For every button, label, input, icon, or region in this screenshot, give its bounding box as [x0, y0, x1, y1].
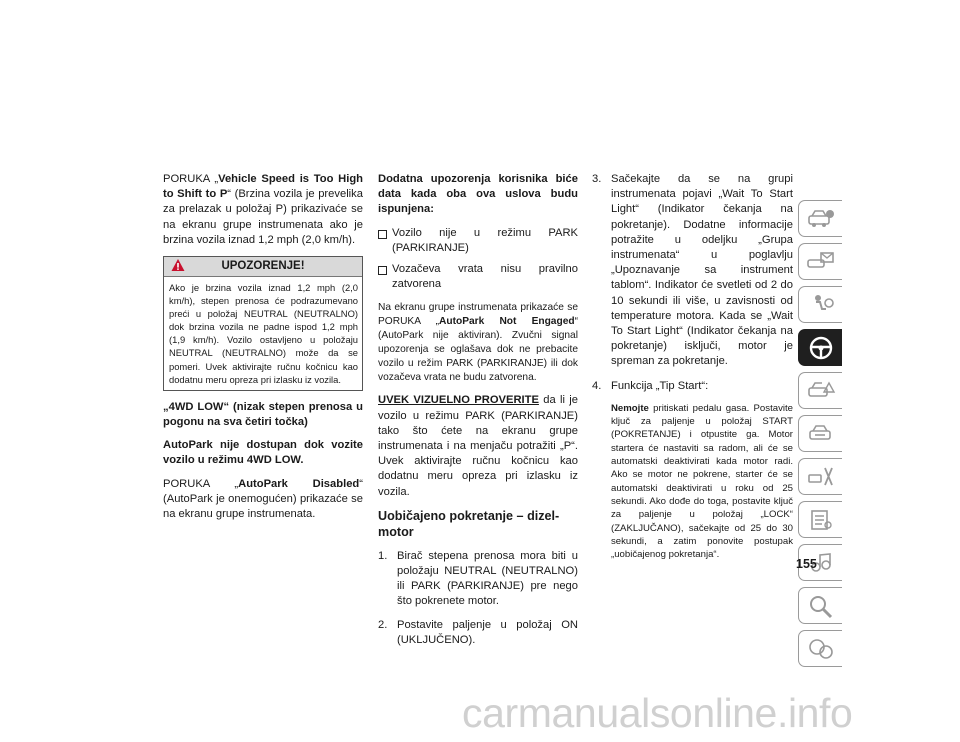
list-item: Vozačeva vrata nisu pravilno zatvorena — [378, 262, 578, 292]
tools-icon — [806, 465, 836, 489]
warning-header — [164, 257, 362, 277]
section-heading: Uobičajeno pokretanje – dizel-motor — [378, 508, 560, 539]
warning-text: Ako je brzina vozila iznad 1,2 mph (2,0 km/h), stepen prenosa će podrazumevano preći u položaj NEUTRAL (NEUTRALNO) dok brzina vozila ne padne ispod 1,2 mph (1,9 km/h). Vozilo ostavljeno u položaju NEUTRAL (NEUTRALNO) može da se pomeri. Uvek aktivirajte ručnu kočnicu kao dodatnu meru opreza pri izlasku iz vozila. — [169, 282, 358, 385]
page-number: 155 — [796, 557, 817, 571]
checkbox-bullet-icon — [378, 230, 387, 239]
step-item: 1. Birač stepena prenosa mora biti u položaju NEUTRAL (NEUTRALNO) ili PARK (PARKIRANJE) pre nego što pokrenete motor. — [378, 549, 578, 608]
list-item: Vozilo nije u režimu PARK (PARKIRANJE) — [378, 226, 578, 256]
car-message-icon — [806, 250, 836, 274]
tip-start-note: Nemojte pritiskati pedalu gasa. Postavite ključ za paljenje u položaj START (POKRETANJE) i otpustite ga. Motor startera će nastaviti sa radom, ali će se automatski deaktivirati kada motor radi. Ako se motor ne pokrene, starter će se automatski deaktivirati u roku od 25 sekundi. Ako dođe do toga, postavite ključ za paljenje u položaj „LOCK“ (ZAKLJUČANO), sačekajte od 25 do 30 sekundi, a zatim ponovite postupak „uobičajenog pokretanja“. — [611, 402, 793, 561]
step-item: 2. Postavite paljenje u položaj ON (UKLJUČENO). — [378, 618, 578, 646]
tab-chapter-11[interactable] — [798, 630, 842, 667]
warning-box — [163, 256, 363, 391]
airbag-person-icon — [806, 293, 836, 317]
column-right — [592, 172, 793, 561]
steering-wheel-icon — [806, 335, 836, 361]
search-magnifier-icon — [806, 593, 836, 619]
car-warning-icon — [806, 379, 836, 403]
specs-list-icon — [806, 508, 836, 532]
tab-chapter-7[interactable] — [798, 458, 842, 495]
paragraph-autopark-unavailable: AutoPark nije dostupan dok vozite vozilo u režimu 4WD LOW. — [163, 439, 363, 467]
step-item: 3. Sačekajte da se na grupi instrumenata pojavi „Wait To Start Light“ (Indikator čekanja na pokretanje). Dodatne informacije potražite u odeljku „Grupa instrumenata“ u poglavlju „Upoznavanje sa instrument tablom“. Indikator će svetleti od 2 do 10 sekundi ili više, u zavisnosti od temperature motora. Kada se „Wait To Start Light“ (Indikator čekanja na pokretanje) isključi, motor je spreman za pokretanje. — [592, 173, 793, 368]
paragraph-always-check: UVEK VIZUELNO PROVERITE da li je vozilo u režimu PARK (PARKIRANJE) tako što ćete na ekranu grupe instrumenata i na menjaču potražiti „P“. Uvek aktivirajte ručnu kočnicu kao dodatnu meru opreza pri izlasku iz vozila. — [378, 394, 579, 498]
tab-chapter-6[interactable] — [798, 415, 842, 452]
tab-chapter-10[interactable] — [798, 587, 842, 624]
paragraph-autopark-not-engaged: Na ekranu grupe instrumenata prikazaće se PORUKA „AutoPark Not Engaged“ (AutoPark nije aktiviran). Zvučni signal upozorenja se oglašava dok ne prebacite vozilo u režim PARK (PARKIRANJE) ili dok vozačeva vrata ne budu zatvorena. — [378, 302, 578, 384]
tab-chapter-1[interactable] — [798, 200, 842, 237]
warning-title: UPOZORENJE! — [221, 260, 305, 273]
paragraph-autopark-disabled: PORUKA „AutoPark Disabled“ (AutoPark je onemogućen) prikazaće se na ekranu grupe instrumenata. — [163, 477, 363, 520]
car-info-icon — [806, 207, 836, 231]
checkbox-bullet-icon — [378, 266, 387, 275]
paragraph-speed-message: PORUKA „Vehicle Speed is Too High to Shift to P“ (Brzina vozila je prevelika za prelazak u položaj P) prikazivaće se na ekranu grupe instrumenata ako je brzina vozila iznad 1,2 mph (2,0 km/h). — [163, 173, 364, 246]
tab-chapter-2[interactable] — [798, 243, 842, 280]
car-service-icon — [806, 422, 836, 446]
step-item: 4. Funkcija „Tip Start“: — [592, 379, 709, 392]
paragraph-additional-warnings: Dodatna upozorenja korisnika biće data kada oba ova uslova budu ispunjena: — [378, 173, 578, 216]
tab-chapter-3[interactable] — [798, 286, 842, 323]
paragraph-4wd-low: „4WD LOW“ (nizak stepen prenosa u pogonu na sva četiri točka) — [163, 400, 363, 428]
tab-chapter-8[interactable] — [798, 501, 842, 538]
warning-triangle-icon — [171, 258, 185, 272]
tab-chapter-4-active[interactable] — [798, 329, 842, 366]
tab-chapter-5[interactable] — [798, 372, 842, 409]
column-left — [163, 172, 363, 530]
watermark: carmanualsonline.info — [462, 690, 853, 736]
chapter-tabs — [798, 200, 842, 673]
column-middle — [378, 172, 578, 656]
language-icon — [806, 637, 836, 661]
